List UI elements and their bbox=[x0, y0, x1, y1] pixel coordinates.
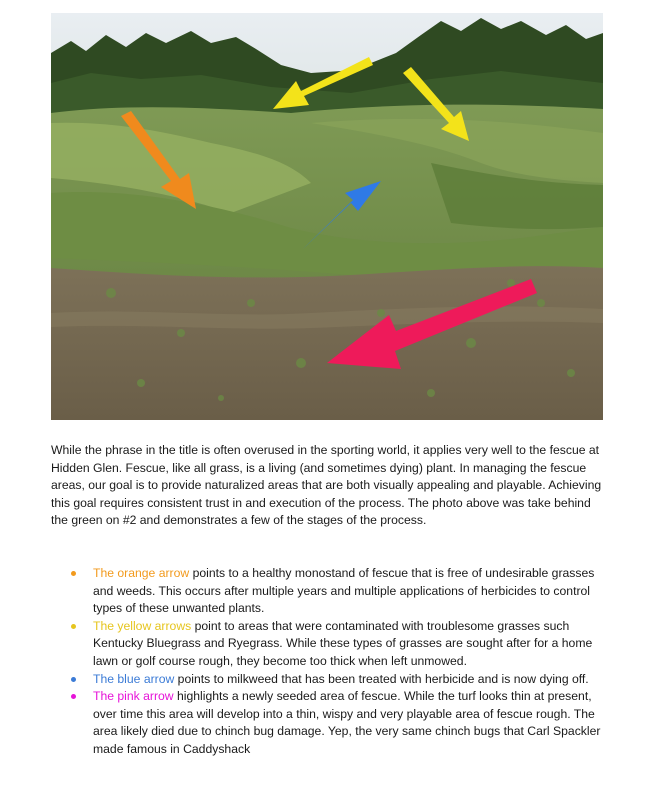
list-item-pink bbox=[51, 688, 603, 758]
arrow-legend-list bbox=[51, 565, 603, 759]
bullet-dot-icon bbox=[71, 694, 76, 699]
yellow-arrow-label: The yellow arrows bbox=[93, 618, 192, 633]
yellow-arrow-description: point to areas that were contaminated with troublesome grasses such Kentucky Bluegrass and Ryegrass. While these types of grasses are sought after for a home lawn or golf course rough, they become too thick when left unmowed. bbox=[93, 618, 593, 668]
bullet-dot-icon bbox=[71, 624, 76, 629]
fescue-photo bbox=[51, 13, 603, 420]
pink-arrow-description: highlights a newly seeded area of fescue. While the turf looks thin at present, over time this area will develop into a thin, wispy and very playable area of fescue rough. The area likely died due to chinch bug damage. Yep, the very same chinch bugs that Carl Spackler made famous in Caddyshack bbox=[93, 689, 601, 756]
bullet-dot-icon bbox=[71, 571, 76, 576]
pink-arrow-label: The pink arrow bbox=[93, 689, 174, 704]
orange-arrow-description: points to a healthy monostand of fescue that is free of undesirable grasses and weeds. This occurs after multiple years and multiple applications of herbicides to control types of these unwanted plants. bbox=[93, 566, 595, 616]
orange-arrow-label: The orange arrow bbox=[93, 566, 190, 580]
blue-arrow-description: points to milkweed that has been treated with herbicide and is now dying off. bbox=[174, 671, 589, 686]
blue-arrow-label: The blue arrow bbox=[93, 671, 175, 686]
list-item-blue bbox=[51, 671, 603, 689]
list-item-yellow bbox=[51, 618, 603, 671]
intro-paragraph: While the phrase in the title is often overused in the sporting world, it applies very well to the fescue at Hidden Glen. Fescue, like all grass, is a living (and sometimes dying) plant. In managing the fescue areas, our goal is to provide naturalized areas that are both visually appealing and playable. Achieving this goal requires consistent trust in and execution of the process. The photo above was take behind the green on #2 and demonstrates a few of the stages of the process. bbox=[51, 443, 602, 528]
bullet-dot-icon bbox=[71, 677, 76, 682]
list-item-orange bbox=[51, 565, 603, 618]
